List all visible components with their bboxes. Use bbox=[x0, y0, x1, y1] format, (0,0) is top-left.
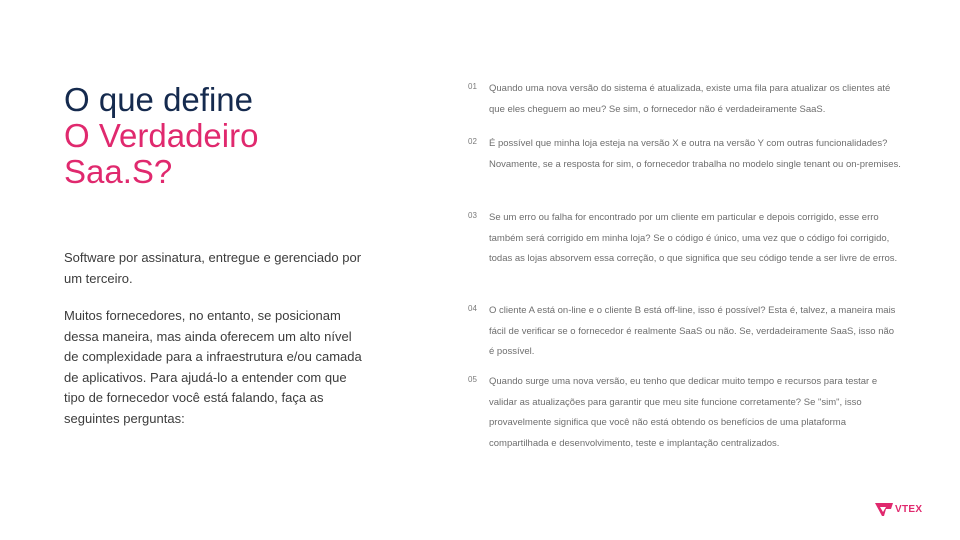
title-line-1: O que define bbox=[64, 81, 253, 118]
question-text: É possível que minha loja esteja na versão X e outra na versão Y com outras funcionalidades? Novamente, se a resposta for sim, o fornecedor trabalha no modelo single tenant ou on-premises. bbox=[489, 138, 901, 170]
question-number: 02 bbox=[468, 137, 477, 146]
vtex-logo-text: VTEX bbox=[895, 504, 923, 515]
question-number: 04 bbox=[468, 304, 477, 313]
intro-paragraph-2: Muitos fornecedores, no entanto, se posicionam dessa maneira, mas ainda oferecem um alto nível de complexidade para a infraestrutura e/ou camada de aplicativos. Para ajudá-lo a entender com que tipo de fornecedor você está falando, faça as seguintes perguntas: bbox=[64, 308, 362, 426]
title-line-2: O Verdadeiro bbox=[64, 117, 259, 154]
question-text: Quando surge uma nova versão, eu tenho que dedicar muito tempo e recursos para testar e validar as atualizações para garantir que meu site funcione corretamente? Se "sim", isso provavelmente significa que você não está obtendo os benefícios de uma plataforma compartilhada e desenvolvimento, teste e implantação centralizados. bbox=[489, 376, 878, 449]
question-number: 05 bbox=[468, 375, 477, 384]
intro-paragraph-1: Software por assinatura, entregue e gerenciado por um terceiro. bbox=[64, 250, 362, 286]
title-line-3: Saa.S? bbox=[64, 153, 173, 190]
vtex-logo-icon bbox=[873, 499, 895, 521]
question-text: O cliente A está on-line e o cliente B está off-line, isso é possível? Esta é, talvez, a maneira mais fácil de verificar se o fornecedor é realmente SaaS ou não. Se, verdadeiramente SaaS, isso não é possível. bbox=[489, 305, 896, 357]
page-title bbox=[64, 82, 384, 190]
question-number: 03 bbox=[468, 211, 477, 220]
question-text: Se um erro ou falha for encontrado por um cliente em particular e depois corrigido, esse erro também será corrigido em minha loja? Se o código é único, uma vez que o código foi corrigido, todas as lojas absorvem essa correção, o que significa que seu código tende a ser livre de erros. bbox=[489, 212, 898, 264]
vtex-logo bbox=[873, 499, 925, 521]
question-number: 01 bbox=[468, 82, 477, 91]
question-text: Quando uma nova versão do sistema é atualizada, existe uma fila para atualizar os clientes até que eles cheguem ao meu? Se sim, o fornecedor não é verdadeiramente SaaS. bbox=[489, 83, 891, 115]
